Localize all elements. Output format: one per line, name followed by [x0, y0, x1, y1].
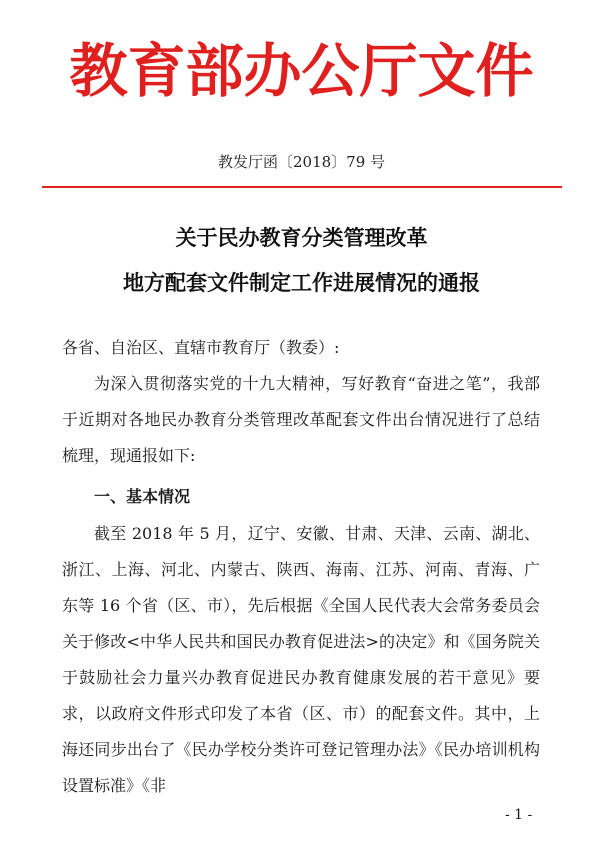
intro-paragraph: 为深入贯彻落实党的十九大精神，写好教育“奋进之笔”，我部于近期对各地民办教育分类管理改革配套文件出台情况进行了总结梳理，现通报如下: — [62, 374, 540, 465]
document-title-line-2: 地方配套文件制定工作进展情况的通报 — [123, 271, 480, 295]
page-number: - 1 - — [505, 807, 533, 823]
document-title-line-1: 关于民办教育分类管理改革 — [175, 226, 428, 250]
addressee: 各省、自治区、直辖市教育厅（教委）: — [62, 338, 340, 357]
document-number: 教发厅函〔2018〕79 号 — [217, 153, 386, 171]
section-heading: 一、基本情况 — [94, 487, 191, 506]
issuing-agency-header: 教育部办公厅文件 — [69, 37, 534, 105]
red-divider-line — [42, 186, 562, 188]
section-paragraph: 截至 2018 年 5 月，辽宁、安徽、甘肃、天津、云南、湖北、浙江、上海、河北、内蒙古、陕西、海南、江苏、河南、青海、广东等 16 个省（区、市），先后根据《全国人民代表大会常务委员会关于修改<中华人民共和国民办教育促进法>的决定》和《国务院关于鼓励社会力量兴办教育促进民办教育健康发展的若干意见》要求，以政府文件形式印发了本省（区、市）的配套文件。其中，上海还同步出台了《民办学校分类许可登记管理办法》《民办培训机构设置标准》《非 — [62, 524, 540, 795]
